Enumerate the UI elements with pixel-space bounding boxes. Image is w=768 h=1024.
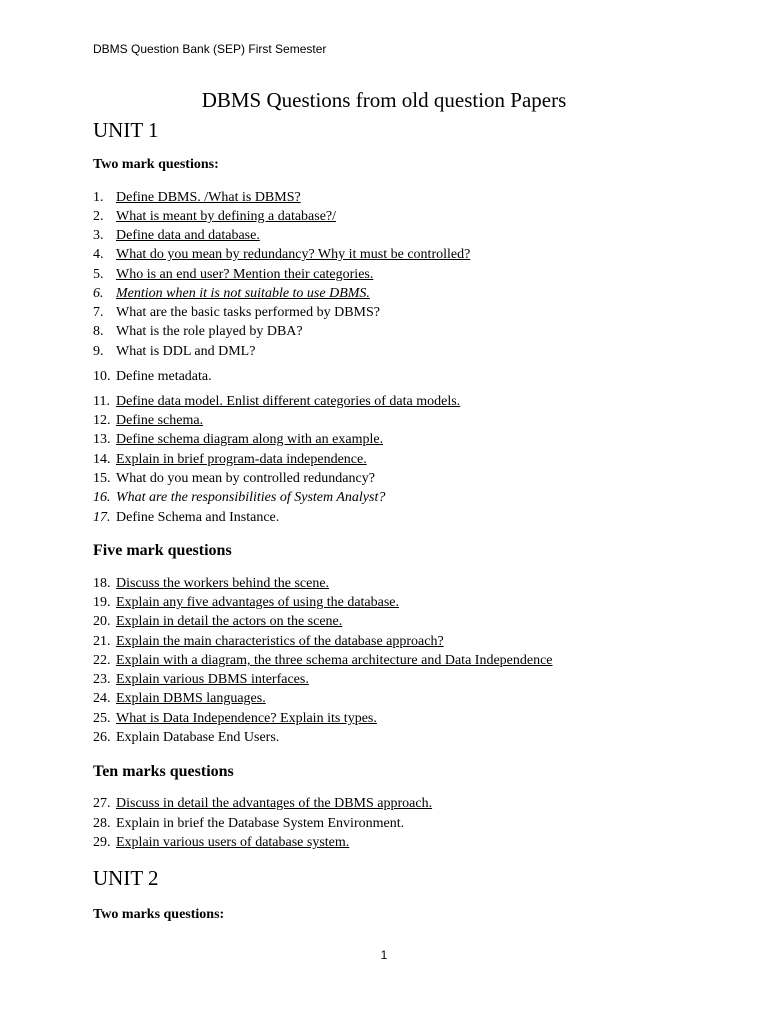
question-item: 2. What is meant by defining a database?/ — [93, 209, 337, 224]
question-item: 25. What is Data Independence? Explain its types. — [93, 711, 377, 726]
question-item: 23. Explain various DBMS interfaces. — [93, 672, 309, 687]
question-item: 15. What do you mean by controlled redundancy? — [93, 471, 375, 486]
question-item: 21. Explain the main characteristics of the database approach? — [93, 634, 444, 649]
question-item: 7. What are the basic tasks performed by DBMS? — [93, 305, 380, 320]
question-item: 3. Define data and database. — [93, 228, 260, 243]
unit1-heading: UNIT 1 — [93, 118, 159, 142]
unit1-five-mark-heading: Five mark questions — [93, 542, 232, 559]
question-item: 24. Explain DBMS languages. — [93, 691, 266, 706]
question-item: 5. Who is an end user? Mention their categories. — [93, 267, 374, 282]
question-item: 11. Define data model. Enlist different categories of data models. — [93, 394, 461, 409]
question-item: 20. Explain in detail the actors on the scene. — [93, 614, 343, 629]
question-item: 19. Explain any five advantages of using the database. — [93, 595, 400, 610]
question-item: 12. Define schema. — [93, 413, 204, 428]
question-item: 1. Define DBMS. /What is DBMS? — [93, 190, 301, 205]
question-item: 10. Define metadata. — [93, 369, 212, 384]
question-item: 9. What is DDL and DML? — [93, 344, 256, 359]
question-item: 27. Discuss in detail the advantages of the DBMS approach. — [93, 796, 433, 811]
question-item: 13. Define schema diagram along with an example. — [93, 432, 384, 447]
question-item: 29. Explain various users of database system. — [93, 835, 350, 850]
question-item: 22. Explain with a diagram, the three schema architecture and Data Independence — [93, 653, 553, 668]
unit1-two-mark-heading: Two mark questions: — [93, 157, 219, 172]
unit1-ten-mark-heading: Ten marks questions — [93, 763, 234, 780]
page-number: 1 — [380, 948, 388, 962]
question-item: 8. What is the role played by DBA? — [93, 324, 303, 339]
question-item: 14. Explain in brief program-data independence. — [93, 452, 367, 467]
question-item: 4. What do you mean by redundancy? Why it must be controlled? — [93, 247, 471, 262]
question-item: 16. What are the responsibilities of System Analyst? — [93, 490, 386, 505]
running-header: DBMS Question Bank (SEP) First Semester — [93, 42, 327, 56]
question-item: 6. Mention when it is not suitable to use DBMS. — [93, 286, 370, 301]
question-item: 18. Discuss the workers behind the scene. — [93, 576, 330, 591]
question-item: 17. Define Schema and Instance. — [93, 510, 280, 525]
unit2-heading: UNIT 2 — [93, 866, 159, 890]
question-item: 26. Explain Database End Users. — [93, 730, 280, 745]
unit2-two-mark-heading: Two marks questions: — [93, 907, 225, 922]
page-title: DBMS Questions from old question Papers — [201, 88, 567, 112]
question-item: 28. Explain in brief the Database System Environment. — [93, 816, 405, 831]
